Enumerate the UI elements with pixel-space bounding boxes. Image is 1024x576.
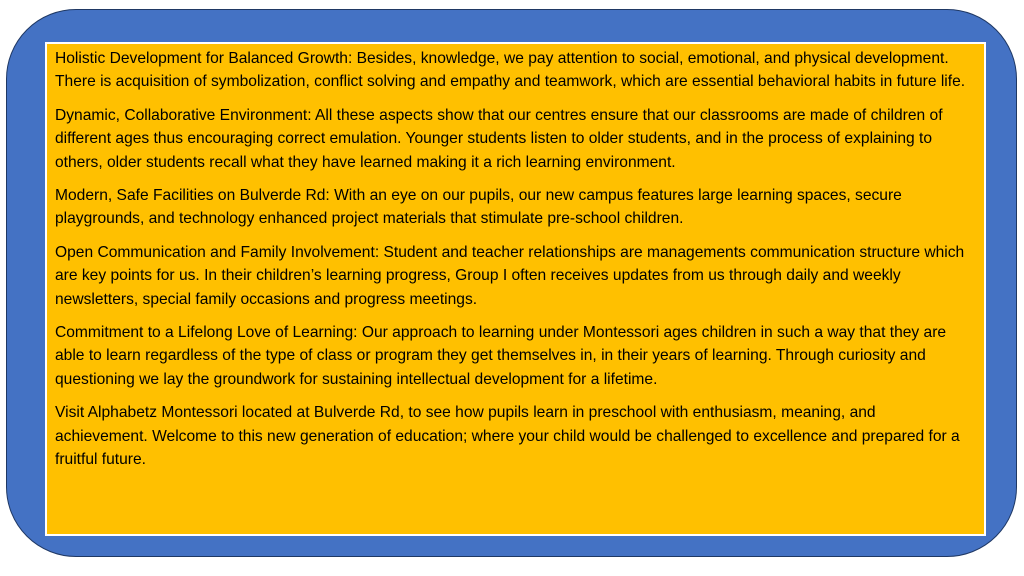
paragraph-collaborative-environment: Dynamic, Collaborative Environment: All these aspects show that our centres ensure that our classrooms are made of children of different ages thus encouraging correct emulation. Younger students listen to older students, and in the process of explaining to others, older students recall what they have learned making it a rich learning environment. xyxy=(55,106,943,171)
paragraph-family-involvement: Open Communication and Family Involvement: Student and teacher relationships are managements communication structure which are key points for us. In their children’s learning progress, Group I often receives updates from us through daily and weekly newsletters, special family occasions and progress meetings. xyxy=(55,243,965,308)
paragraph-visit-invitation: Visit Alphabetz Montessori located at Bulverde Rd, to see how pupils learn in preschool with enthusiasm, meaning, and achievement. Welcome to this new generation of education; where your child would be challenged to excellence and prepared for a fruitful future. xyxy=(55,404,960,469)
paragraph-safe-facilities: Modern, Safe Facilities on Bulverde Rd: With an eye on our pupils, our new campus features large learning spaces, secure playgrounds, and technology enhanced project materials that stimulate pre-school children. xyxy=(55,187,902,228)
text-panel xyxy=(45,42,986,536)
paragraph-holistic-development: Holistic Development for Balanced Growth: Besides, knowledge, we pay attention to social, emotional, and physical development. There is acquisition of symbolization, conflict solving and empathy and teamwork, which are essential behavioral habits in future life. xyxy=(55,50,966,91)
paragraph-lifelong-learning: Commitment to a Lifelong Love of Learning: Our approach to learning under Montessori ages children in such a way that they are able to learn regardless of the type of class or program they get themselves in, in their years of learning. Through curiosity and questioning we lay the groundwork for sustaining intellectual development for a lifetime. xyxy=(55,324,947,388)
